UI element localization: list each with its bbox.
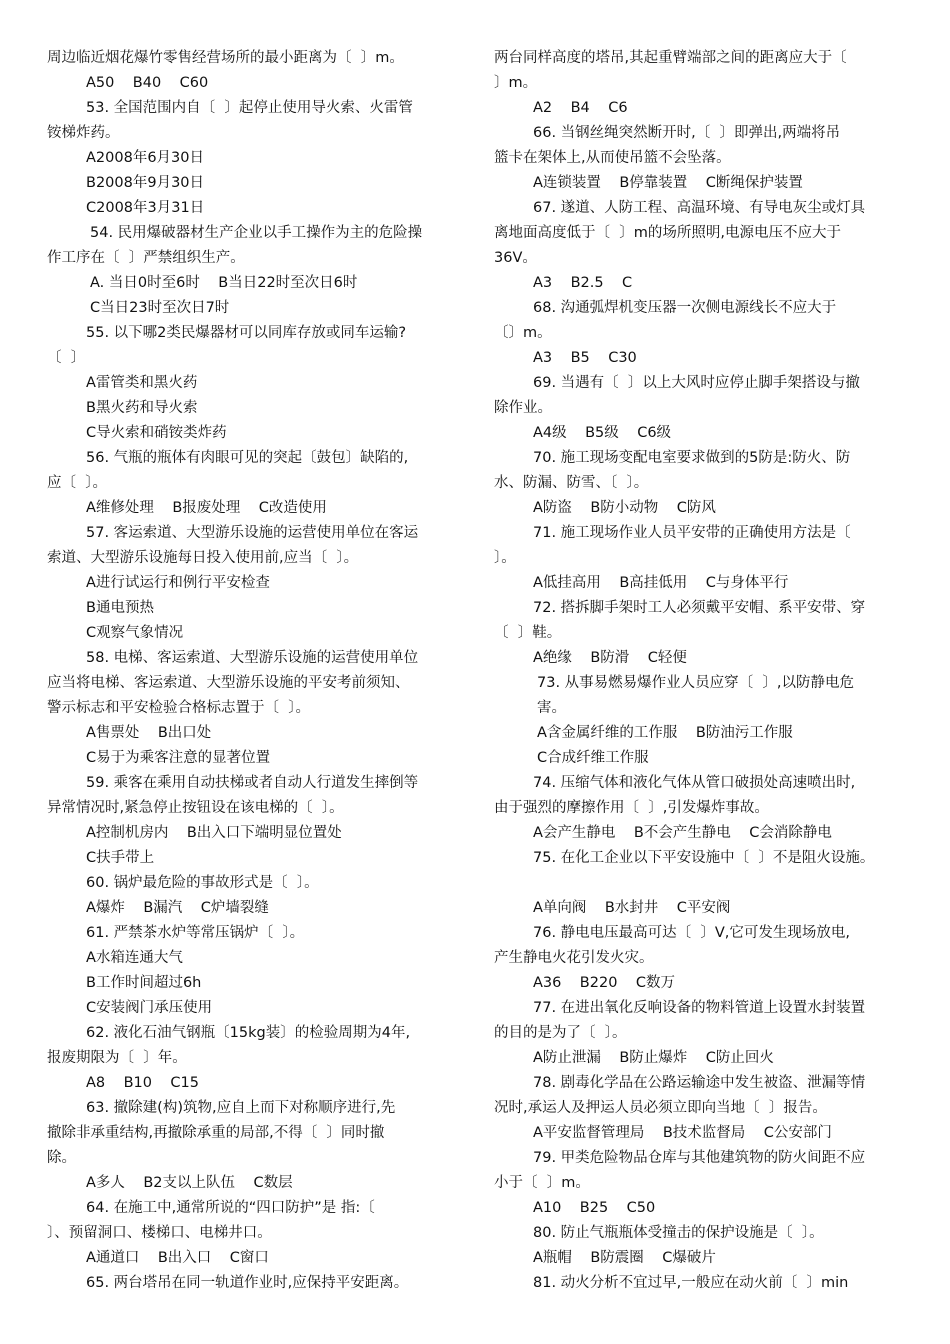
option-line: C导火索和硝铵类炸药 bbox=[86, 425, 227, 441]
option-line: A售票处 B出口处 bbox=[86, 725, 212, 741]
option-line: A3 B5 C30 bbox=[533, 350, 637, 366]
text-line: 索道、大型游乐设施每日投入使用前,应当〔 〕。 bbox=[47, 550, 359, 566]
option-line: A平安监督管理局 B技术监督局 C公安部门 bbox=[533, 1125, 832, 1141]
option-line: A含金属纤维的工作服 B防油污工作服 bbox=[537, 725, 793, 741]
option-line: A维修处理 B报废处理 C改造使用 bbox=[86, 500, 327, 516]
text-line: 〔 〕鞋。 bbox=[494, 625, 562, 641]
question-line: 77. 在进出氧化反响设备的物料管道上设置水封装置 bbox=[533, 1000, 866, 1016]
question-line: 59. 乘客在乘用自动扶梯或者自动人行道发生摔倒等 bbox=[86, 775, 419, 791]
text-line: 〔〕m。 bbox=[494, 325, 552, 341]
text-line: 小于〔 〕m。 bbox=[494, 1175, 590, 1191]
option-line: B通电预热 bbox=[86, 600, 154, 616]
option-line: A连锁装置 B停靠装置 C断绳保护装置 bbox=[533, 175, 803, 191]
text-line: 〕m。 bbox=[494, 75, 538, 91]
question-line: 76. 静电电压最高可达〔 〕V,它可发生现场放电, bbox=[533, 925, 851, 941]
text-line: 异常情况时,紧急停止按钮设在该电梯的〔 〕。 bbox=[47, 800, 344, 816]
question-line: 62. 液化石油气钢瓶〔15kg装〕的检验周期为4年, bbox=[86, 1025, 411, 1041]
text-line: 产生静电火花引发火灾。 bbox=[494, 950, 654, 966]
option-line: A水箱连通大气 bbox=[86, 950, 183, 966]
option-line: A50 B40 C60 bbox=[86, 75, 209, 91]
option-line: A低挂高用 B高挂低用 C与身体平行 bbox=[533, 575, 789, 591]
text-line: 由于强烈的摩擦作用〔 〕,引发爆炸事故。 bbox=[494, 800, 769, 816]
question-line: 73. 从事易燃易爆作业人员应穿〔 〕,以防静电危 bbox=[537, 675, 854, 691]
option-line: A通道口 B出入口 C窗口 bbox=[86, 1250, 269, 1266]
question-line: 68. 沟通弧焊机变压器一次侧电源线长不应大于 bbox=[533, 300, 837, 316]
text-line: 〔 〕 bbox=[47, 350, 86, 366]
question-line: 60. 锅炉最危险的事故形式是〔 〕。 bbox=[86, 875, 319, 891]
text-line: 作工序在〔 〕严禁组织生产。 bbox=[47, 250, 245, 266]
question-line: 69. 当遇有〔 〕以上大风时应停止脚手架搭设与撤 bbox=[533, 375, 860, 391]
text-line: 〕。 bbox=[494, 550, 516, 566]
option-line: A控制机房内 B出入口下端明显位置处 bbox=[86, 825, 342, 841]
option-line: C当日23时至次日7时 bbox=[90, 300, 230, 316]
text-line: 撤除非承重结构,再撤除承重的局部,不得〔 〕同时撤 bbox=[47, 1125, 385, 1141]
option-line: B黑火药和导火索 bbox=[86, 400, 198, 416]
question-line: 74. 压缩气体和液化气体从管口破损处高速喷出时, bbox=[533, 775, 856, 791]
option-line: A36 B220 C数万 bbox=[533, 975, 675, 991]
text-line: 应〔 〕。 bbox=[47, 475, 107, 491]
question-line: 57. 客运索道、大型游乐设施的运营使用单位在客运 bbox=[86, 525, 419, 541]
question-line: 65. 两台塔吊在同一轨道作业时,应保持平安距离。 bbox=[86, 1275, 409, 1291]
question-line: 53. 全国范围内自〔 〕起停止使用导火索、火雷管 bbox=[86, 100, 413, 116]
option-line: A雷管类和黑火药 bbox=[86, 375, 198, 391]
question-line: 79. 甲类危险物品仓库与其他建筑物的防火间距不应 bbox=[533, 1150, 866, 1166]
text-line: 周边临近烟花爆竹零售经营场所的最小距离为〔 〕m。 bbox=[47, 50, 404, 66]
question-line: 70. 施工现场变配电室要求做到的5防是:防火、防 bbox=[533, 450, 851, 466]
text-line: 除作业。 bbox=[494, 400, 552, 416]
text-line: 况时,承运人及押运人员必须立即向当地〔 〕报告。 bbox=[494, 1100, 827, 1116]
text-line: 离地面高度低于〔 〕m的场所照明,电源电压不应大于 bbox=[494, 225, 841, 241]
text-line: 篮卡在架体上,从而使吊篮不会坠落。 bbox=[494, 150, 731, 166]
question-line: 54. 民用爆破器材生产企业以手工操作为主的危险操 bbox=[90, 225, 423, 241]
option-line: C2008年3月31日 bbox=[86, 200, 205, 216]
option-line: C安装阀门承压使用 bbox=[86, 1000, 213, 1016]
question-line: 78. 剧毒化学品在公路运输途中发生被盗、泄漏等情 bbox=[533, 1075, 866, 1091]
question-line: 64. 在施工中,通常所说的“四口防护”是 指:〔 bbox=[86, 1200, 375, 1216]
option-line: C观察气象情况 bbox=[86, 625, 184, 641]
option-line: A进行试运行和例行平安检查 bbox=[86, 575, 270, 591]
question-line: 61. 严禁茶水炉等常压锅炉〔 〕。 bbox=[86, 925, 305, 941]
question-line: 66. 当钢丝绳突然断开时,〔 〕即弹出,两端将吊 bbox=[533, 125, 841, 141]
option-line: A8 B10 C15 bbox=[86, 1075, 199, 1091]
option-line: A10 B25 C50 bbox=[533, 1200, 656, 1216]
option-line: B2008年9月30日 bbox=[86, 175, 205, 191]
option-line: A2 B4 C6 bbox=[533, 100, 628, 116]
question-line: 80. 防止气瓶瓶体受撞击的保护设施是〔 〕。 bbox=[533, 1225, 824, 1241]
text-line: 〕、预留洞口、楼梯口、电梯井口。 bbox=[47, 1225, 272, 1241]
option-line: A单向阀 B水封井 C平安阀 bbox=[533, 900, 731, 916]
text-line: 两台同样高度的塔吊,其起重臂端部之间的距离应大于〔 bbox=[494, 50, 847, 66]
text-line: 的目的是为了〔 〕。 bbox=[494, 1025, 627, 1041]
option-line: A4级 B5级 C6级 bbox=[533, 425, 672, 441]
option-line: A防盗 B防小动物 C防风 bbox=[533, 500, 716, 516]
option-line: A. 当日0时至6时 B当日22时至次日6时 bbox=[90, 275, 358, 291]
question-line: 55. 以下哪2类民爆器材可以同库存放或同车运输? bbox=[86, 325, 407, 341]
question-line: 58. 电梯、客运索道、大型游乐设施的运营使用单位 bbox=[86, 650, 419, 666]
text-line: 铵梯炸药。 bbox=[47, 125, 120, 141]
option-line: A防止泄漏 B防止爆炸 C防止回火 bbox=[533, 1050, 774, 1066]
question-line: 81. 动火分析不宜过早,一般应在动火前〔 〕min bbox=[533, 1275, 849, 1291]
option-line: A绝缘 B防滑 C轻便 bbox=[533, 650, 687, 666]
text-line: 应当将电梯、客运索道、大型游乐设施的平安考前须知、 bbox=[47, 675, 410, 691]
text-line: 警示标志和平安检验合格标志置于〔 〕。 bbox=[47, 700, 310, 716]
option-line: A瓶帽 B防震圈 C爆破片 bbox=[533, 1250, 716, 1266]
text-line: 36V。 bbox=[494, 250, 537, 266]
option-line: A会产生静电 B不会产生静电 C会消除静电 bbox=[533, 825, 832, 841]
text-line: 报废期限为〔 〕年。 bbox=[47, 1050, 187, 1066]
left-column bbox=[47, 46, 465, 1296]
right-column bbox=[494, 46, 917, 1296]
question-line: 72. 搭拆脚手架时工人必须戴平安帽、系平安带、穿 bbox=[533, 600, 866, 616]
option-line: C易于为乘客注意的显著位置 bbox=[86, 750, 271, 766]
text-line: 水、防漏、防雪、〔 〕。 bbox=[494, 475, 649, 491]
question-line: 71. 施工现场作业人员平安带的正确使用方法是〔 bbox=[533, 525, 851, 541]
question-line: 56. 气瓶的瓶体有肉眼可见的突起〔鼓包〕缺陷的, bbox=[86, 450, 409, 466]
option-line: A多人 B2支以上队伍 C数层 bbox=[86, 1175, 293, 1191]
option-line: A3 B2.5 C bbox=[533, 275, 633, 291]
option-line: C合成纤维工作服 bbox=[537, 750, 649, 766]
question-line: 67. 遂道、人防工程、高温环境、有导电灰尘或灯具 bbox=[533, 200, 866, 216]
blank-line bbox=[494, 871, 917, 896]
option-line: C扶手带上 bbox=[86, 850, 155, 866]
text-line: 害。 bbox=[537, 700, 566, 716]
question-line: 63. 撤除建(构)筑物,应自上而下对称顺序进行,先 bbox=[86, 1100, 396, 1116]
question-line: 75. 在化工企业以下平安设施中〔 〕不是阻火设施。 bbox=[533, 850, 875, 866]
option-line: A爆炸 B漏汽 C炉墙裂缝 bbox=[86, 900, 269, 916]
option-line: B工作时间超过6h bbox=[86, 975, 202, 991]
text-line: 除。 bbox=[47, 1150, 76, 1166]
option-line: A2008年6月30日 bbox=[86, 150, 204, 166]
